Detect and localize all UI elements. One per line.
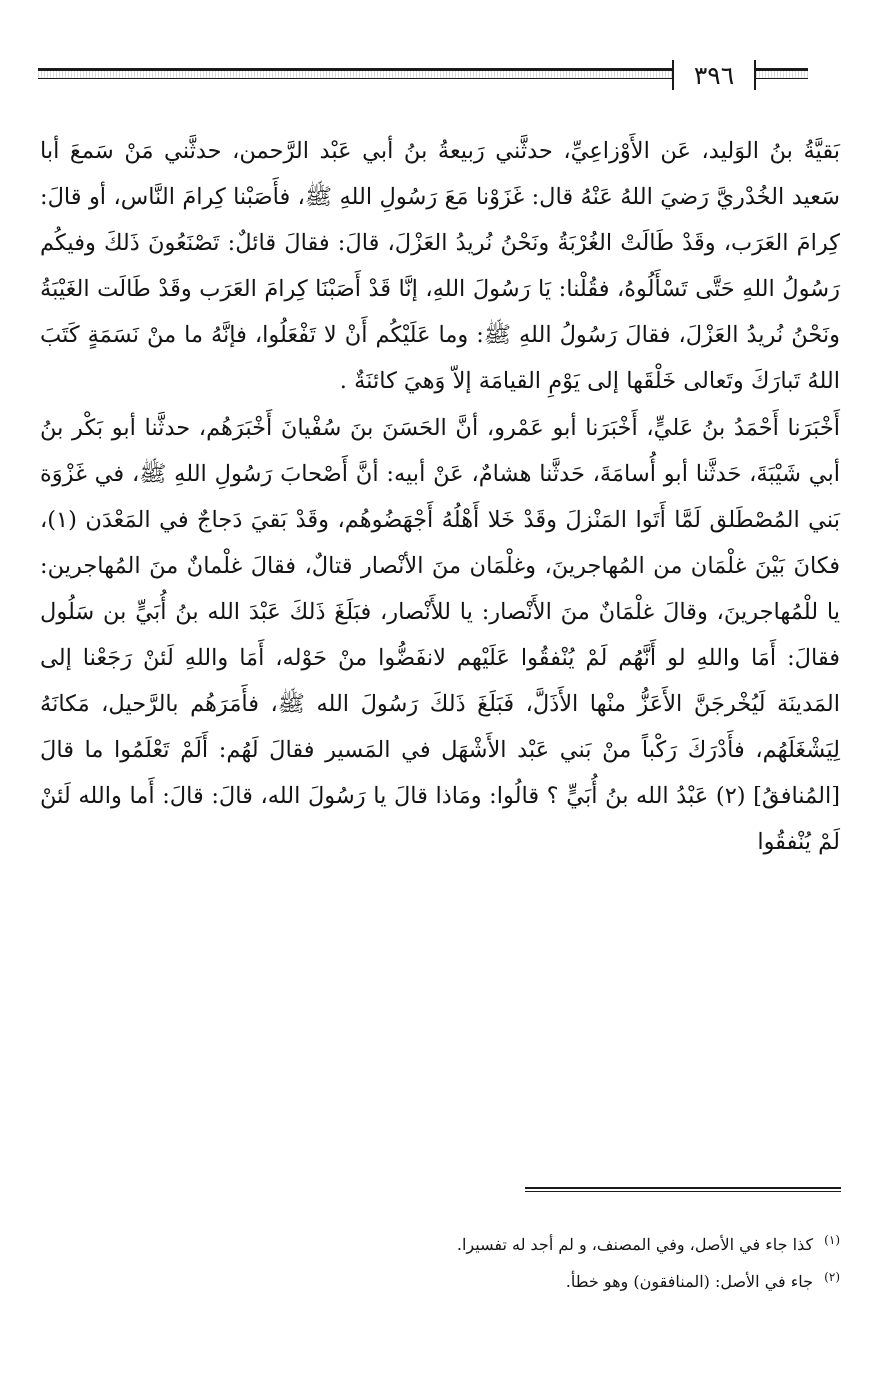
paragraph-1: بَقيَّةُ بنُ الوَليد، عَن الأَوْزاعِيِّ، حدثَّني رَبيعةُ بنُ أبي عَبْد الرَّحمن، حدثَّني مَنْ سَمعَ أبا سَعيد الخُدْريَّ رَضيَ اللهُ عَنْهُ قال: غَزَوْنا مَعَ رَسُولِ اللهِ ﷺ، فأَصَبْنا كِرامَ النَّاس، أو قالَ: كِرامَ العَرَب، وقَدْ طَالَتْ الغُرْبَةُ ونَحْنُ نُريدُ العَزْلَ، قالَ: فقالَ قائلٌ: تَصْنَعُونَ ذَلكَ وفيكُم رَسُولُ اللهِ حَتَّى تَسْأَلُوهُ، فقُلْنا: يَا رَسُولَ اللهِ، إنَّا قَدْ أَصَبْنَا كِرامَ العَرَب وقَدْ طَالَت الغَيْبَةُ ونَحْنُ نُريدُ العَزْلَ، فقالَ رَسُولُ اللهِ ﷺ: وما عَلَيْكُم أَنْ لا تَفْعَلُوا، فإنَّهُ ما منْ نَسَمَةٍ كَتَبَ اللهُ تَبارَكَ وتَعالى خَلْقَها إلى يَوْمِ القيامَة إلاّ وَهيَ كائنَةٌ . xyxy=(40,138,840,395)
footnote-number: (٢) xyxy=(824,1270,840,1284)
paragraph-2: أَخْبَرَنا أَحْمَدُ بنُ عَليٍّ، أَخْبَرَنا أبو عَمْرو، أنَّ الحَسَنَ بنَ سُفْيانَ أَخْبَرَهُم، حدثَّنا أبو بَكْر بنُ أبي شَيْبَةَ، حَدثَّنا أبو أُسامَةَ، حَدثَّنا هشامٌ، عَنْ أبيه: أنَّ أَصْحابَ رَسُولِ اللهِ ﷺ، في غَزْوَة بَني المُصْطَلق لَمَّا أَتَوا المَنْزلَ وقَدْ خَلا أَهْلُهُ أَجْهَضُوهُم، وقَدْ بَقيَ دَجاجٌ في المَعْدَن (١)، فكانَ بَيْنَ غلْمَان من المُهاجرينَ، وغلْمَان منَ الأنْصار قتالٌ، فقالَ غلْمانٌ منَ المُهاجرين: يا للْمُهاجرينَ، وقالَ غلْمَانٌ منَ الأَنْصار: يا للأَنْصار، فبَلَغَ ذَلكَ عَبْدَ الله بنُ أُبَيٍّ بن سَلُول فقالَ: أَمَا واللهِ لو أَنَّهُم لَمْ يُنْفقُوا عَلَيْهم لانفَضُّوا منْ حَوْله، أَمَا واللهِ لَئنْ رَجَعْنا إلى المَدينَة لَيُخْرجَنَّ الأَعَزُّ منْها الأَذَلَّ، فَبَلَغَ ذَلكَ رَسُولَ الله ﷺ، فأَمَرَهُم بالرَّحيل، مَكانَهُ لِيَشْغَلَهُم، فأَدْرَكَ رَكْباً منْ بَني عَبْد الأَشْهَل في المَسير فقالَ لَهُم: أَلَمْ تَعْلَمُوا ما قالَ [المُنافقُ] (٢) عَبْدُ الله بنُ أُبَيٍّ ؟ قالُوا: ومَاذا قالَ يا رَسُولَ الله، قالَ: قالَ: أَما والله لَئنْ لَمْ يُنْفقُوا xyxy=(40,414,840,856)
header-rule-long xyxy=(38,68,672,79)
header-rule-short xyxy=(756,68,808,79)
page-number: ٣٩٦ xyxy=(693,61,735,90)
footnote-text: كذا جاء في الأصل، وفي المصنف، و لم أجد له تفسيرا. xyxy=(456,1235,814,1254)
footnote-1 xyxy=(40,1224,840,1261)
footnote-separator xyxy=(525,1187,841,1192)
footnotes xyxy=(40,1224,840,1298)
footnote-2 xyxy=(40,1261,840,1298)
footnote-number: (١) xyxy=(824,1233,840,1247)
page-header xyxy=(38,58,808,98)
header-bar-left xyxy=(672,60,674,90)
footnote-text: جاء في الأصل: (المنافقون) وهو خطأ. xyxy=(565,1272,814,1291)
main-text xyxy=(40,128,840,866)
